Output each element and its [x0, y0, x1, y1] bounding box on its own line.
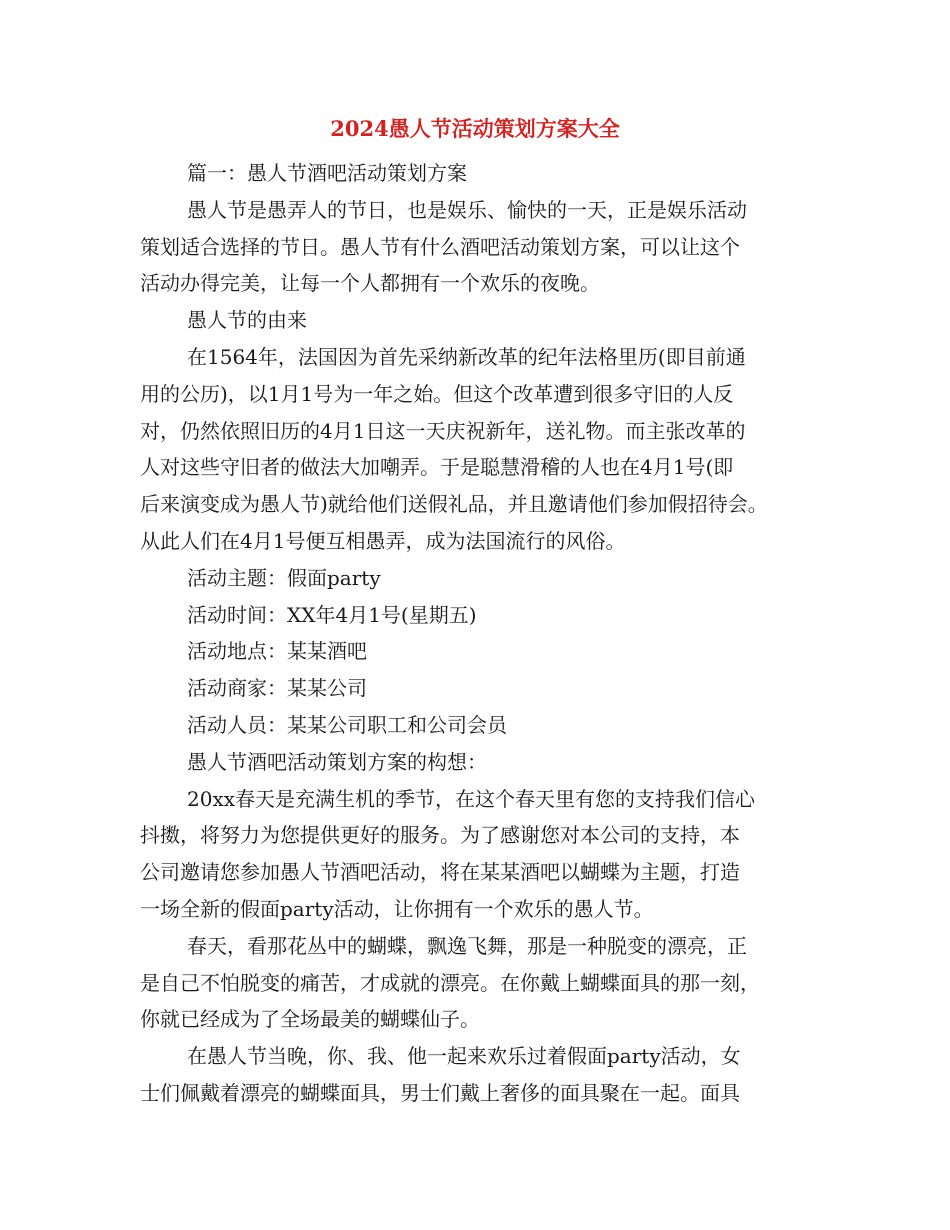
text-line: 从此人们在4月1号便互相愚弄，成为法国流行的风俗。 — [140, 528, 626, 553]
text-line: 你就已经成为了全场最美的蝴蝶仙子。 — [140, 1007, 480, 1032]
text-line: 策划适合选择的节日。愚人节有什么酒吧活动策划方案，可以让这个 — [140, 234, 740, 259]
text-line: 一场全新的假面party活动，让你拥有一个欢乐的愚人节。 — [140, 896, 654, 921]
text-line: 春天，看那花丛中的蝴蝶，飘逸飞舞，那是一种脱变的漂亮，正 — [187, 933, 747, 958]
text-line: 是自己不怕脱变的痛苦，才成就的漂亮。在你戴上蝴蝶面具的那一刻， — [140, 970, 760, 995]
text-line: 愚人节酒吧活动策划方案的构想： — [187, 749, 487, 774]
text-line: 活动时间：XX年4月1号(星期五) — [187, 602, 477, 627]
text-line: 活动办得完美，让每一个人都拥有一个欢乐的夜晚。 — [140, 271, 600, 296]
text-line: 篇一：愚人节酒吧活动策划方案 — [187, 161, 467, 185]
text-line: 愚人节的由来 — [187, 308, 307, 333]
text-line: 活动人员：某某公司职工和公司会员 — [187, 712, 507, 737]
document-body — [140, 155, 820, 1112]
text-line: 公司邀请您参加愚人节酒吧活动，将在某某酒吧以蝴蝶为主题，打造 — [140, 860, 740, 885]
text-line: 人对这些守旧者的做法大加嘲弄。于是聪慧滑稽的人也在4月1号(即 — [140, 455, 734, 480]
text-line: 用的公历)，以1月1号为一年之始。但这个改革遭到很多守旧的人反 — [140, 381, 734, 406]
text-line: 愚人节是愚弄人的节日，也是娱乐、愉快的一天，正是娱乐活动 — [187, 197, 747, 222]
text-line: 在愚人节当晚，你、我、他一起来欢乐过着假面party活动，女 — [187, 1044, 741, 1069]
text-line: 对，仍然依照旧历的4月1日这一天庆祝新年，送礼物。而主张改革的 — [140, 418, 746, 443]
document-title: 2024愚人节活动策划方案大全 — [330, 116, 620, 141]
text-line: 20xx春天是充满生机的季节，在这个春天里有您的支持我们信心 — [187, 786, 756, 811]
text-line: 抖擞，将努力为您提供更好的服务。为了感谢您对本公司的支持，本 — [140, 823, 740, 848]
text-line: 活动地点：某某酒吧 — [187, 639, 367, 664]
text-line: 活动商家：某某公司 — [187, 676, 367, 701]
text-line: 活动主题：假面party — [187, 565, 381, 590]
text-line: 后来演变成为愚人节)就给他们送假礼品，并且邀请他们参加假招待会。 — [140, 492, 768, 517]
text-line: 士们佩戴着漂亮的蝴蝶面具，男士们戴上奢侈的面具聚在一起。面具 — [140, 1080, 740, 1105]
text-line: 在1564年，法国因为首先采纳新改革的纪年法格里历(即目前通 — [187, 344, 746, 369]
